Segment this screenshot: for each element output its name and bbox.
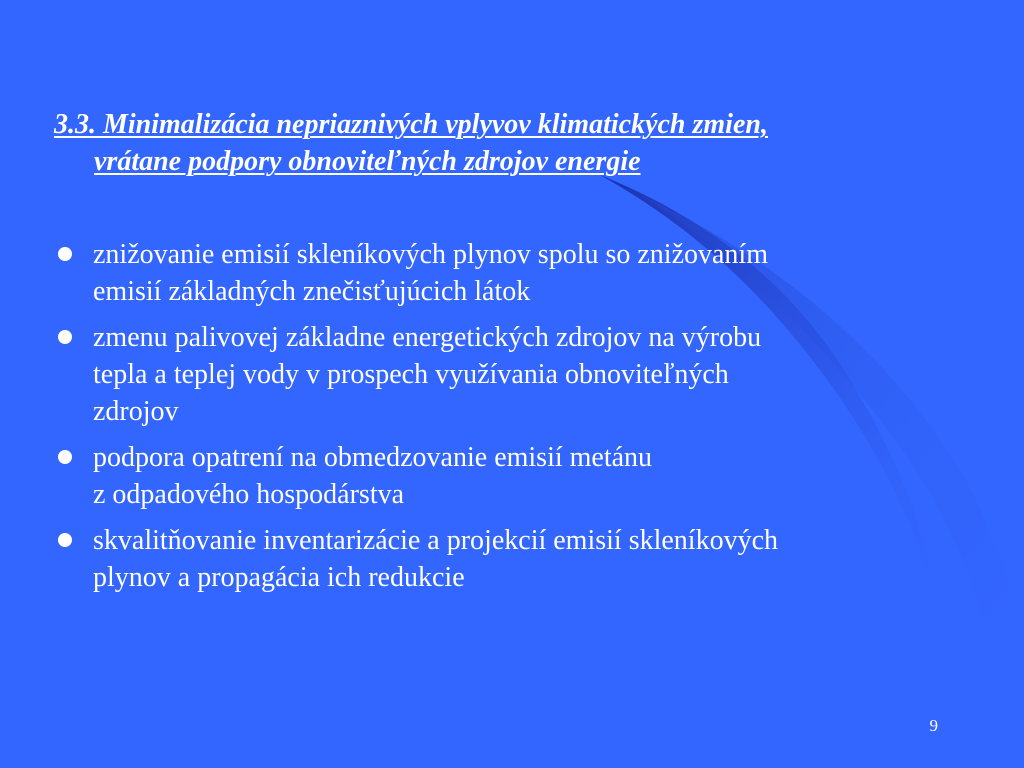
slide-title: [54, 106, 954, 180]
bullet-text: znižovanie emisií skleníkových plynov spolu so znižovaním emisií základných znečisťujúcich látok: [93, 239, 768, 307]
bullet-item: [54, 522, 954, 596]
bullet-text: podpora opatrení na obmedzovanie emisií metánu z odpadového hospodárstva: [93, 442, 653, 510]
bullet-dot-icon: [58, 247, 72, 261]
bullet-dot-icon: [58, 330, 72, 344]
bullet-text: skvalitňovanie inventarizácie a projekcií emisií skleníkových plynov a propagácia ich redukcie: [93, 525, 779, 593]
bullet-item: [54, 439, 954, 513]
slide-title-line-2: vrátane podpory obnoviteľných zdrojov energie: [94, 146, 641, 177]
bullet-dot-icon: [58, 533, 72, 547]
bullet-list: [54, 236, 954, 605]
bullet-text: zmenu palivovej základne energetických zdrojov na výrobu tepla a teplej vody v prospech využívania obnoviteľných zdrojov: [93, 322, 762, 427]
bullet-item: [54, 319, 954, 430]
bullet-dot-icon: [58, 450, 72, 464]
bullet-item: [54, 236, 954, 310]
page-number: 9: [929, 716, 938, 735]
slide-title-line-1: 3.3. Minimalizácia nepriaznivých vplyvov klimatických zmien,: [54, 109, 768, 140]
